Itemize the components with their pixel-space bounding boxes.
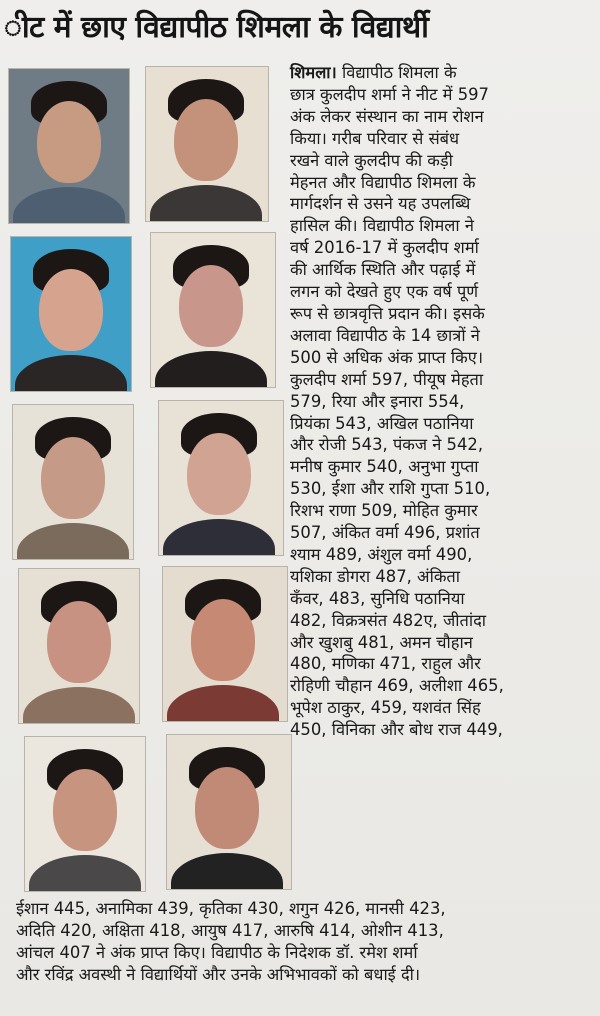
article-line: 500 से अधिक अंक प्राप्त किए। (290, 347, 484, 367)
article-line: और खुशबु 481, अमन चौहान (290, 632, 473, 652)
article-line: श्याम 489, अंशुल वर्मा 490, (290, 544, 473, 564)
article-line: 450, विनिका और बोध राज 449, (290, 720, 503, 740)
article-line: लगन को देखते हुए एक वर्ष पूर्ण (290, 282, 479, 302)
article-line: छात्र कुलदीप शर्मा ने नीट में 597 (290, 84, 489, 104)
article-line: मनीष कुमार 540, अनुभा गुप्ता (290, 457, 479, 477)
article-line: वर्ष 2016-17 में कुलदीप शर्मा (290, 238, 479, 258)
article-line: अंक लेकर संस्थान का नाम रोशन (290, 106, 484, 126)
article-line: यशिका डोगरा 487, अंकिता (290, 566, 460, 586)
article-line: की आर्थिक स्थिति और पढ़ाई में (290, 260, 476, 280)
article-line: हासिल की। विद्यापीठ शिमला ने (290, 216, 474, 236)
article-line: और रोजी 543, पंकज ने 542, (290, 435, 484, 455)
article-line: प्रियंका 543, अखिल पठानिया (290, 413, 474, 433)
footer-line: ईशान 445, अनामिका 439, कृतिका 430, शगुन 426, मानसी 423, (16, 899, 446, 918)
student-photo-1 (8, 68, 130, 224)
article-line: कँवर, 483, सुनिधि पठानिया (290, 588, 465, 608)
article-line: 480, मणिका 471, राहुल और (290, 654, 481, 674)
student-photo-6 (158, 400, 284, 556)
article-body (290, 62, 594, 741)
article-line: रिशभ राणा 509, मोहित कुमार (290, 501, 478, 521)
student-photo-9 (24, 736, 146, 892)
article-line: 579, रिया और इनारा 554, (290, 391, 465, 411)
article-line: 507, अंकित वर्मा 496, प्रशांत (290, 523, 480, 543)
article-line: 482, विक्रत्रसंत 482ए, जीतांदा (290, 610, 487, 630)
article-line: अलावा विद्यापीठ के 14 छात्रों ने (290, 325, 480, 345)
article-line: किया। गरीब परिवार से संबंध (290, 128, 460, 148)
student-photo-2 (145, 66, 269, 222)
student-photo-7 (18, 568, 140, 724)
article-line: रूप से छात्रवृत्ति प्रदान की। इसके (290, 303, 485, 323)
article-line: मेहनत और विद्यापीठ शिमला के (290, 172, 476, 192)
article-line: रखने वाले कुलदीप की कड़ी (290, 150, 453, 170)
footer-line: और रविंद्र अवस्थी ने विद्यार्थियों और उनके अभिभावकों को बधाई दी। (16, 964, 421, 984)
article-line: कुलदीप शर्मा 597, पीयूष मेहता (290, 369, 484, 389)
student-photo-3 (10, 236, 132, 392)
article-footer (16, 898, 596, 986)
article-line: भूपेश ठाकुर, 459, यशवंत सिंह (290, 698, 481, 718)
student-photo-4 (150, 232, 276, 388)
article-line: मार्गदर्शन से उसने यह उपलब्धि (290, 194, 471, 214)
student-photo-10 (166, 734, 292, 890)
student-photo-5 (12, 404, 134, 560)
article-line: शिमला। विद्यापीठ शिमला के (290, 63, 457, 82)
footer-line: अदिति 420, अक्षिता 418, आयुष 417, आरुषि 414, ओशीन 413, (16, 920, 444, 940)
footer-line: आंचल 407 ने अंक प्राप्त किए। विद्यापीठ के निदेशक डॉ. रमेश शर्मा (16, 942, 418, 962)
dateline: शिमला। (290, 63, 337, 82)
student-photo-8 (162, 566, 288, 722)
headline: ीट में छाए विद्यापीठ शिमला के विद्यार्थी (4, 10, 429, 45)
article-line: रोहिणी चौहान 469, अलीशा 465, (290, 676, 504, 696)
article-line: 530, ईशा और राशि गुप्ता 510, (290, 479, 491, 499)
